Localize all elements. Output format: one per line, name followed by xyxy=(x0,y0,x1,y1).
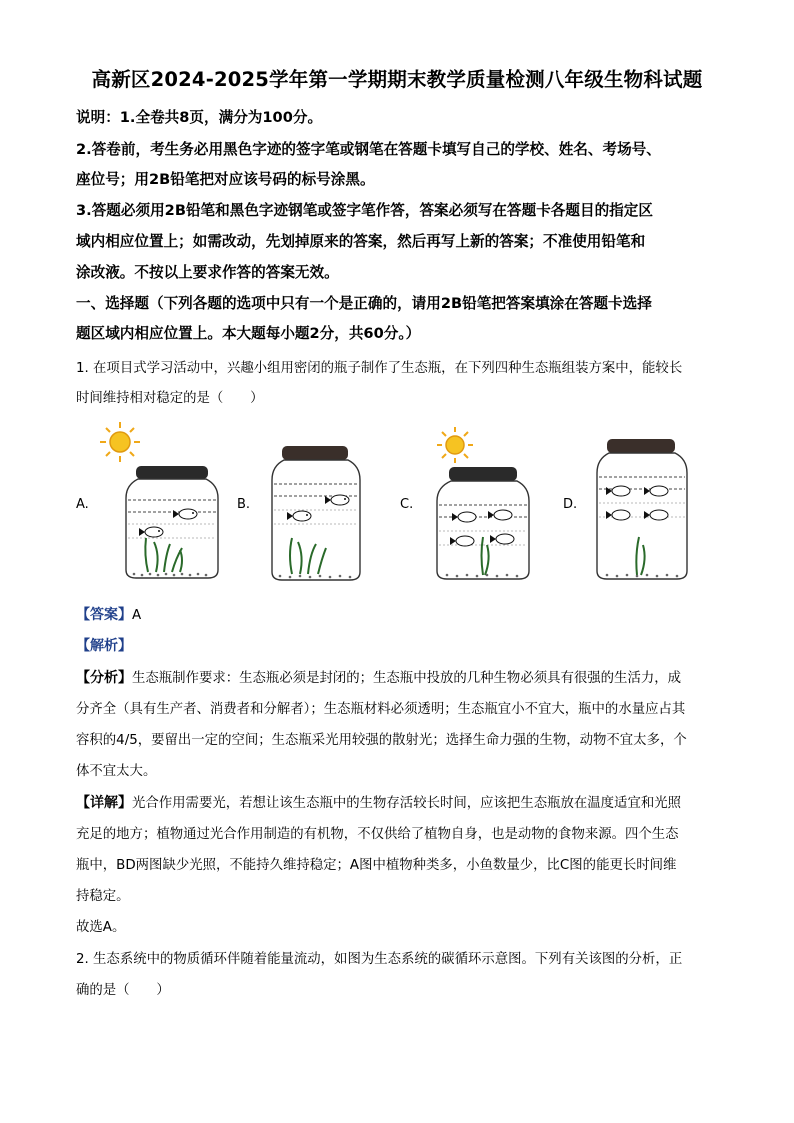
fenxi-text: 分齐全（具有生产者、消费者和分解者）；生态瓶材料必须透明；生态瓶宜小不宜大，瓶中的水量应占其 xyxy=(76,702,686,717)
option-c-label: C. xyxy=(400,497,414,512)
answer-value: A xyxy=(132,608,142,623)
xiangjie-text: 充足的地方；植物通过光合作用制造的有机物，不仅供给了植物自身，也是动物的食物来源。四个生态 xyxy=(76,827,679,842)
gravel xyxy=(133,573,208,577)
fish-icon xyxy=(173,509,197,519)
option-b-jar-illustration xyxy=(262,440,362,585)
question-1-stem: 时间维持相对稳定的是（ ） xyxy=(76,391,264,406)
fish-icon xyxy=(488,510,512,520)
fenxi-text: 体不宜太大。 xyxy=(76,764,157,779)
option-d-label: D. xyxy=(563,497,578,512)
answer-tag: 【答案】 xyxy=(76,607,132,623)
fish-icon xyxy=(644,486,668,496)
note-line: 涂改液。不按以上要求作答的答案无效。 xyxy=(76,264,339,281)
xiangjie-text: 瓶中，BD两图缺少光照，不能持久维持稳定；A图中植物种类多，小鱼数量少，比C图的能更长时间维 xyxy=(76,858,677,873)
section-heading: 一、选择题（下列各题的选项中只有一个是正确的，请用2B铅笔把答案填涂在答题卡选择 xyxy=(76,295,652,312)
answer-row xyxy=(76,604,726,624)
option-b-label: B. xyxy=(237,497,251,512)
plant-icon xyxy=(145,538,182,572)
conclusion: 故选A。 xyxy=(76,920,126,935)
option-d-jar-illustration xyxy=(587,435,692,585)
question-2-stem: 确的是（ ） xyxy=(76,983,170,998)
fish-icon xyxy=(139,527,163,537)
fish-icon xyxy=(452,512,476,522)
plant-icon xyxy=(636,537,644,575)
sun-icon xyxy=(437,427,473,463)
page-title: 高新区2024-2025学年第一学期期末教学质量检测八年级生物科试题 xyxy=(91,68,703,91)
note-line: 3.答题必须用2B铅笔和黑色字迹钢笔或签字笔作答，答案必须写在答题卡各题目的指定区 xyxy=(76,202,653,219)
plant-icon xyxy=(290,538,326,574)
fenxi-tag: 【分析】 xyxy=(76,670,132,686)
fenxi-text: 容积的4/5，要留出一定的空间；生态瓶采光用较强的散射光；选择生命力强的生物，动物不宜太多，个 xyxy=(76,733,687,748)
section-heading: 题区域内相应位置上。本大题每小题2分，共60分。） xyxy=(76,325,421,342)
plant-icon xyxy=(482,537,489,575)
note-line: 域内相应位置上；如需改动，先划掉原来的答案，然后再写上新的答案；不准使用铅笔和 xyxy=(76,233,646,250)
fenxi-row xyxy=(76,667,726,687)
xiangjie-text: 光合作用需要光，若想让该生态瓶中的生物存活较长时间，应该把生态瓶放在温度适宜和光照 xyxy=(132,796,682,811)
analysis-row xyxy=(76,635,726,655)
note-line: 说明：1.全卷共8页，满分为100分。 xyxy=(76,109,323,126)
sun-icon xyxy=(100,422,140,462)
option-c-jar-illustration xyxy=(425,425,535,585)
question-2-stem: 2. 生态系统中的物质循环伴随着能量流动，如图为生态系统的碳循环示意图。下列有关该图的分析，正 xyxy=(76,952,683,967)
fish-icon xyxy=(606,510,630,520)
fish-icon xyxy=(325,495,349,505)
xiangjie-tag: 【详解】 xyxy=(76,795,132,811)
fenxi-text: 生态瓶制作要求：生态瓶必须是封闭的；生态瓶中投放的几种生物必须具有很强的生活力，成 xyxy=(132,671,682,686)
xiangjie-text: 持稳定。 xyxy=(76,889,130,904)
fish-icon xyxy=(287,511,311,521)
fish-icon xyxy=(644,510,668,520)
xiangjie-row xyxy=(76,792,726,812)
option-a-label: A. xyxy=(76,497,89,512)
note-line: 2.答卷前，考生务必用黑色字迹的签字笔或钢笔在答题卡填写自己的学校、姓名、考场号、 xyxy=(76,141,661,158)
fish-icon xyxy=(450,536,474,546)
analysis-tag: 【解析】 xyxy=(76,638,132,654)
question-1-stem: 1. 在项目式学习活动中，兴趣小组用密闭的瓶子制作了生态瓶，在下列四种生态瓶组装方案中，能较长 xyxy=(76,361,683,376)
fish-icon xyxy=(490,534,514,544)
note-line: 座位号；用2B铅笔把对应该号码的标号涂黑。 xyxy=(76,171,375,188)
fish-icon xyxy=(606,486,630,496)
option-a-jar-illustration xyxy=(96,420,226,585)
